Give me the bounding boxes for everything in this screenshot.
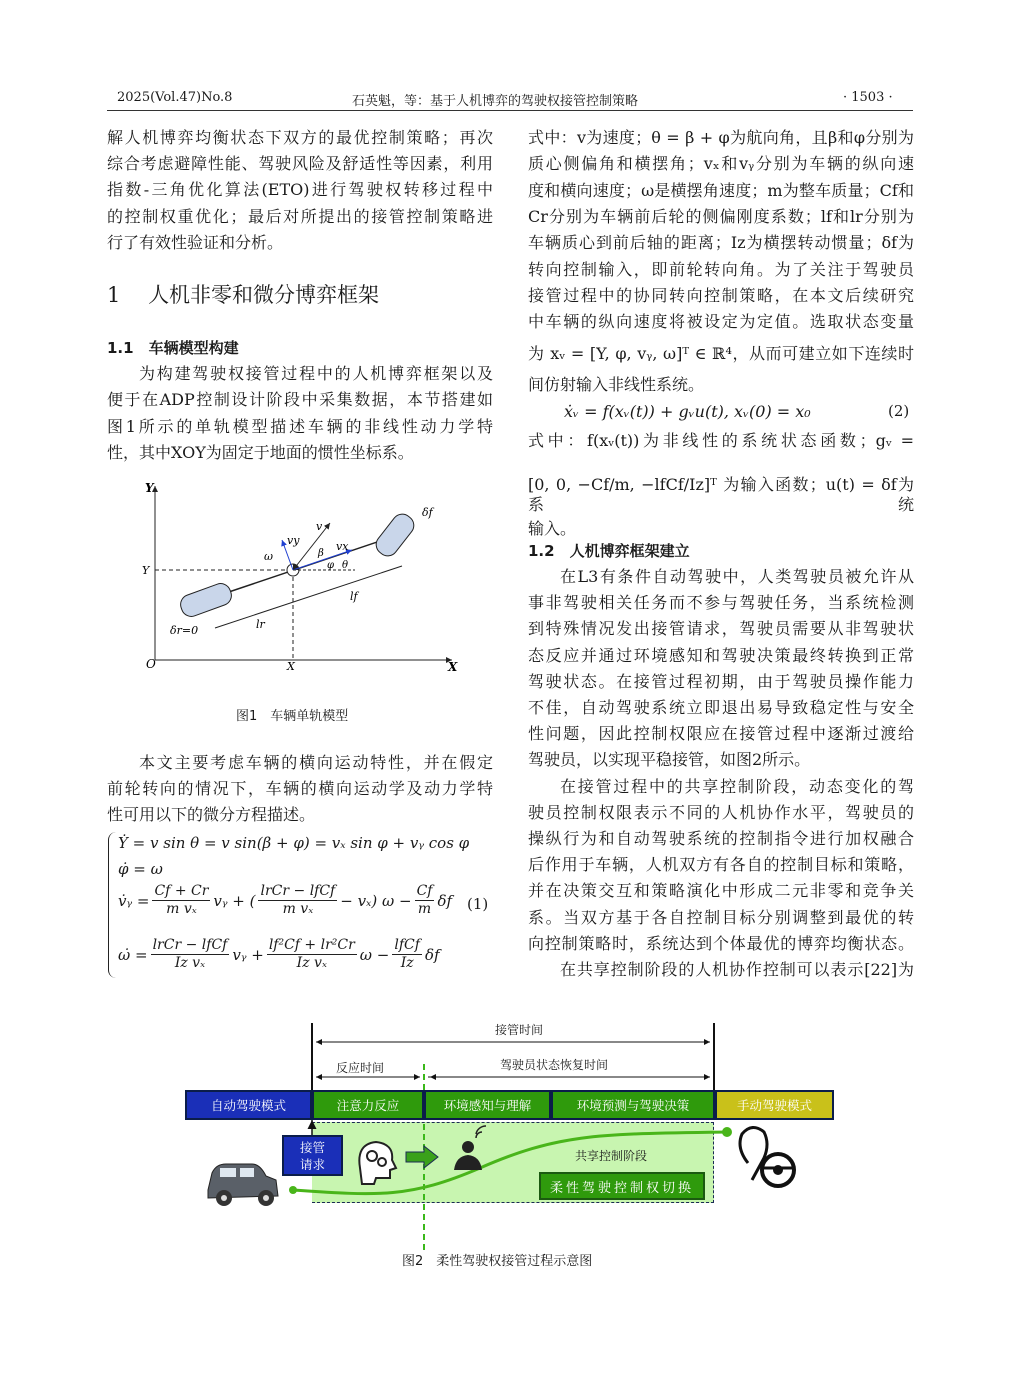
- figure-2-caption: 图2 柔性驾驶权接管过程示意图: [402, 1254, 593, 1269]
- front-wheel: [372, 510, 418, 560]
- stage-decision: 环境预测与驾驶决策: [551, 1090, 715, 1120]
- text-line: 式中：f(xᵥ(t))为非线性的系统状态函数；gᵥ =: [528, 431, 914, 450]
- text-line: 行了有效性验证和分析。: [107, 232, 284, 252]
- text-line: [0, 0, −Cf/m, −lfCf/Iz]ᵀ 为输入函数；u(t) = δf为系统: [528, 475, 914, 514]
- stage-manual: 手动驾驶模式: [715, 1090, 834, 1120]
- text-line: Cr分别为车辆前后轮的侧偏刚度系数；lf和lr分别为: [528, 206, 914, 226]
- delta-r-label: δr=0: [170, 624, 199, 637]
- text-line: 车辆质心到前后轴的距离；Iz为横摆转动惯量；δf为: [528, 233, 914, 253]
- denominator: m: [417, 901, 432, 917]
- equation-1-row: [118, 860, 163, 878]
- equation-1-row: [118, 834, 469, 852]
- theta-label: θ: [342, 560, 349, 571]
- equation-term: Ẏ = v sin θ = v sin(β + φ) = vₓ sin φ + vᵧ cos φ: [118, 834, 470, 852]
- fraction: [152, 883, 210, 918]
- lr-label: lr: [256, 618, 265, 631]
- figure-2-lines: [180, 1018, 840, 1258]
- text-line: 式中：v为速度；θ = β + φ为航向角，且β和φ分别为: [528, 128, 914, 147]
- equation-term: − vₓ) ω −: [340, 891, 412, 910]
- text-line: 性可用以下的微分方程描述。: [107, 805, 316, 825]
- numerator: Cf: [416, 883, 433, 899]
- text-line: 系。当双方基于各自控制目标分别调整到最优的转: [528, 907, 914, 927]
- shared-stage-label: 共享控制阶段: [575, 1149, 648, 1163]
- brain-gears-icon: [359, 1142, 396, 1184]
- subsection-number: 1.1: [107, 339, 134, 357]
- journal-issue: 2025(Vol.47)No.8: [117, 90, 233, 105]
- subsection-1-2-heading: [528, 541, 690, 561]
- equation-term: φ̇ = ω: [118, 860, 163, 878]
- numerator: lf²Cf + lr²Cr: [268, 937, 355, 953]
- page-number: · 1503 ·: [843, 90, 893, 105]
- lf-label: lf: [350, 590, 358, 603]
- denominator: Iz: [400, 955, 414, 971]
- text-line: 为构建驾驶权接管过程中的人机博弈框架以及: [139, 364, 493, 383]
- text-line: 为 xᵥ = [Y, φ, vᵧ, ω]ᵀ ∈ ℝ⁴，从而可建立如下连续时: [528, 344, 914, 363]
- text-line: 质心侧偏角和横摆角；vₓ和vᵧ分别为车辆的纵向速: [528, 154, 914, 174]
- section-title: 人机非零和微分博弈框架: [148, 283, 380, 307]
- subsection-1-1-heading: [107, 338, 239, 358]
- equation-1-row: [118, 883, 452, 918]
- equation-term: ω −: [359, 945, 390, 964]
- numerator: lrCr − lfCf: [260, 883, 336, 899]
- vy-label: vy: [287, 534, 300, 547]
- equation-term: δf: [424, 945, 440, 964]
- text-line: 接管过程中的协同转向控制策略，在本文后续研究: [528, 285, 914, 305]
- text-line: 指数-三角优化算法(ETO)进行驾驶权转移过程中: [107, 180, 493, 200]
- human-driver-steering-icon: [740, 1127, 794, 1186]
- text-line: 转向控制输入，即前轮转向角。为了关注于驾驶员: [528, 259, 914, 279]
- equation-term: vᵧ +: [232, 945, 264, 964]
- request-line-2: 请求: [299, 1157, 325, 1172]
- text-line: 中车辆的纵向速度将被设定为定值。选取状态变量: [528, 312, 914, 332]
- equation-1-brace: [108, 832, 117, 978]
- text-line: 后作用于车辆，人机双方有各自的控制目标和策略，: [528, 855, 914, 875]
- equation-1-number: (1): [467, 895, 489, 913]
- fraction: [392, 937, 422, 972]
- text-line: 性，其中XOY为固定于地面的惯性坐标系。: [107, 442, 414, 462]
- phi-label: φ: [327, 560, 335, 571]
- fraction: [267, 937, 357, 972]
- text-line: 不佳，自动驾驶系统立即退出易导致稳定性与安全: [528, 698, 914, 717]
- text-line: 度和横向速度；ω是横摆角速度；m为整车质量；Cf和: [528, 180, 914, 200]
- figure-1-caption: 图1 车辆单轨模型: [236, 709, 349, 724]
- equation-term: v̇ᵧ =: [118, 891, 150, 910]
- beta-label: β: [318, 548, 324, 559]
- text-line: 前轮转向的情况下，车辆的横向运动学及动力学特: [107, 779, 493, 799]
- takeover-request-box: [282, 1135, 343, 1176]
- v-label: v: [316, 520, 323, 533]
- stage-perception: 环境感知与理解: [424, 1090, 551, 1120]
- text-line: 驾驶员，以实现平稳接管，如图2所示。: [528, 750, 811, 770]
- fraction: [151, 937, 230, 972]
- request-line-1: 接管: [299, 1140, 325, 1155]
- arrow-right-icon: [406, 1146, 438, 1168]
- rear-wheel: [178, 581, 234, 619]
- text-line: 性问题，因此控制权限应在接管过程中逐渐过渡给: [528, 724, 914, 744]
- text-line: 输入。: [528, 519, 577, 538]
- subsection-title: 车辆模型构建: [148, 339, 239, 357]
- text-line: 在L3有条件自动驾驶中，人类驾驶员被允许从: [560, 567, 914, 586]
- y-position-label: Y: [142, 564, 150, 577]
- subsection-number: 1.2: [528, 542, 555, 560]
- denominator: Iz vₓ: [296, 955, 327, 971]
- origin-label: O: [146, 657, 156, 671]
- flexible-switch-box: 柔性驾驶控制权切换: [539, 1172, 705, 1200]
- text-line: 驾驶状态。在接管过程初期，由于驾驶员操作能力: [528, 671, 914, 691]
- driver-icon: [454, 1126, 486, 1170]
- reaction-time-label: 反应时间: [336, 1061, 385, 1075]
- denominator: m vₓ: [282, 901, 314, 917]
- text-line: 在共享控制阶段的人机协作控制可以表示[22]为: [560, 960, 914, 979]
- text-line: 事非驾驶相关任务而不参与驾驶任务，当系统检测: [528, 593, 914, 613]
- denominator: Iz vₓ: [174, 955, 206, 971]
- text-line: 向控制策略时，系统达到个体最优的博弈均衡状态。: [528, 933, 914, 953]
- equation-2: ẋᵥ = f(xᵥ(t)) + gᵥu(t), xᵥ(0) = x₀: [564, 402, 811, 421]
- x-axis-label: X: [448, 660, 458, 674]
- fraction: [258, 883, 337, 918]
- text-line: 解人机博弈均衡状态下双方的最优控制策略；再次: [107, 128, 493, 147]
- subsection-title: 人机博弈框架建立: [569, 542, 690, 560]
- text-line: 驶员控制权限表示不同的人机协作水平，驾驶员的: [528, 802, 914, 822]
- text-line: 到特殊情况发出接管请求，驾驶员需要从非驾驶状: [528, 619, 914, 639]
- x-position-label: X: [287, 660, 295, 673]
- equation-term: vᵧ + (: [213, 891, 256, 910]
- text-line: 间仿射输入非线性系统。: [528, 375, 705, 394]
- section-number: 1: [107, 283, 121, 307]
- delta-f-label: δf: [422, 506, 433, 519]
- car-icon: [208, 1164, 278, 1206]
- text-line: 并在决策交互和策略演化中形成二元非零和竞争关: [528, 881, 914, 901]
- numerator: lrCr − lfCf: [152, 937, 228, 953]
- fraction: [415, 883, 435, 918]
- equation-1-row: [118, 937, 440, 972]
- running-title: 石英魁，等：基于人机博弈的驾驶权接管控制策略: [352, 94, 639, 109]
- text-line: 综合考虑避障性能、驾驶风险及舒适性等因素，利用: [107, 154, 493, 174]
- y-axis-label: Y: [145, 481, 154, 495]
- takeover-time-label: 接管时间: [495, 1023, 544, 1037]
- length-dimension-line: [215, 566, 402, 628]
- text-line: 的控制权重优化；最后对所提出的接管控制策略进: [107, 206, 493, 226]
- text-line: 态反应并通过环境感知和驾驶决策最终转换到正常: [528, 645, 914, 665]
- stage-autonomous: 自动驾驶模式: [185, 1090, 312, 1120]
- recovery-time-label: 驾驶员状态恢复时间: [500, 1058, 609, 1072]
- denominator: m vₓ: [166, 901, 197, 917]
- text-line: 在接管过程中的共享控制阶段，动态变化的驾: [560, 776, 914, 796]
- section-1-heading: [107, 281, 379, 309]
- text-line: 操纵行为和自动驾驶系统的控制指令进行加权融合: [528, 829, 914, 848]
- numerator: Cf + Cr: [154, 883, 209, 899]
- equation-term: δf: [437, 891, 453, 910]
- text-line: 便于在ADP控制设计阶段中采集数据，本节搭建如: [107, 390, 493, 410]
- vx-label: vx: [336, 540, 349, 553]
- stage-attention: 注意力反应: [312, 1090, 424, 1120]
- numerator: lfCf: [394, 937, 420, 953]
- omega-label: ω: [264, 550, 273, 563]
- text-line: 图1所示的单轨模型描述车辆的非线性动力学特: [107, 416, 493, 436]
- header-rule: [107, 110, 913, 111]
- equation-2-number: (2): [888, 402, 910, 420]
- text-line: 本文主要考虑车辆的横向运动特性，并在假定: [139, 753, 493, 772]
- figure-1-vehicle-model: [130, 478, 470, 678]
- equation-term: ω̇ =: [118, 945, 148, 964]
